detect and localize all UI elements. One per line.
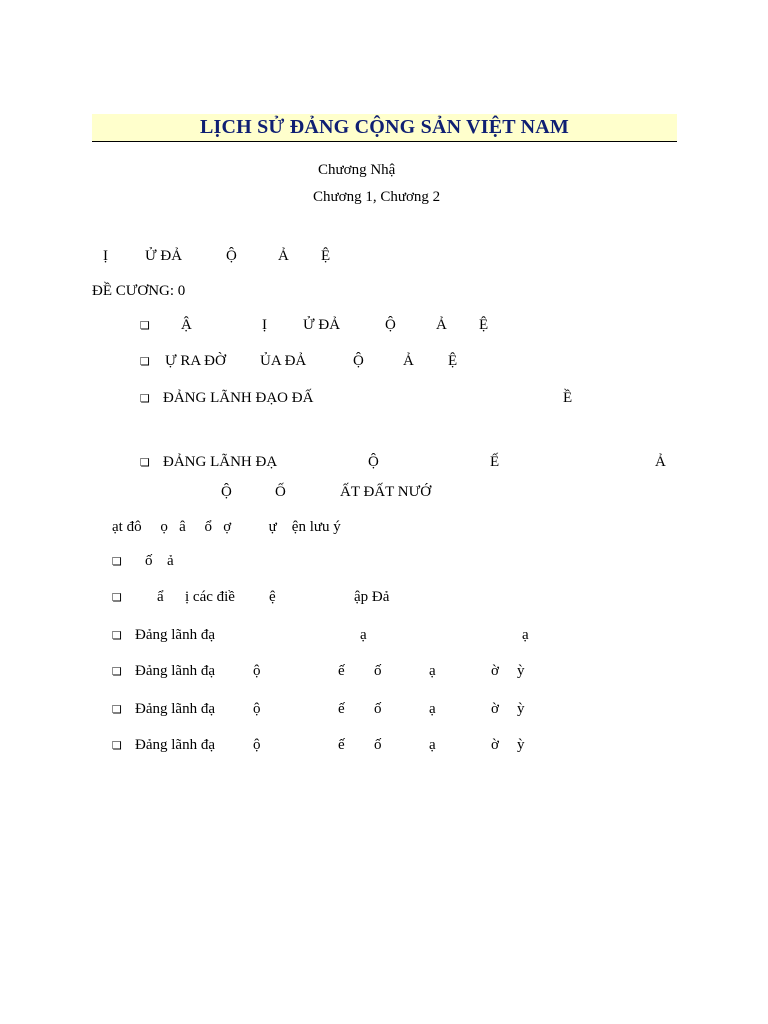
chapter-fragment: Ệ	[448, 353, 458, 369]
heading-fragment: Ả	[278, 248, 289, 264]
notes-item	[0, 588, 768, 606]
chapter-fragment: Ậ	[181, 317, 192, 333]
chapter-fragment: Ử ĐẢ	[303, 317, 341, 333]
notes-item	[0, 662, 768, 680]
notes-fragment: ỳ	[517, 663, 525, 679]
notes-fragment: ạ	[429, 737, 436, 753]
chapter-item-continuation	[0, 483, 768, 501]
notes-fragment: ờ	[491, 663, 499, 679]
bullet-icon: ❏	[140, 392, 150, 405]
notes-fragment: ộ	[253, 701, 261, 717]
notes-fragment: ập Đả	[354, 589, 390, 605]
bullet-icon: ❏	[112, 739, 122, 752]
notes-fragment: ế	[338, 663, 345, 679]
notes-fragment: ờ	[491, 701, 499, 717]
chapter-item	[0, 316, 768, 334]
heading-fragment: Ử ĐẢ	[145, 248, 183, 264]
notes-fragment: ố	[374, 663, 382, 679]
bullet-icon: ❏	[140, 355, 150, 368]
heading-fragment: Ệ	[321, 248, 331, 264]
notes-fragment: ệ	[269, 589, 276, 605]
notes-fragment: ạ	[429, 701, 436, 717]
chapter-fragment: Ố	[275, 484, 286, 500]
notes-fragment: ờ	[491, 737, 499, 753]
notes-item	[0, 552, 768, 570]
notes-fragment: Đảng lãnh đạ	[135, 627, 215, 643]
chapter-fragment: ỦA ĐẢ	[260, 353, 307, 369]
heading-line	[0, 247, 768, 265]
chapter-fragment: Ả	[403, 353, 414, 369]
notes-fragment: ế	[338, 701, 345, 717]
chapter-fragment: Ộ	[353, 353, 364, 369]
notes-fragment: ị các điề	[185, 589, 235, 605]
chapter-fragment: ẤT ĐẤT NƯỚ	[340, 484, 432, 500]
outline-label: ĐỀ CƯƠNG: 0	[92, 283, 186, 299]
bullet-icon: ❏	[112, 703, 122, 716]
title-band	[92, 114, 677, 142]
notes-fragment: Đảng lãnh đạ	[135, 663, 215, 679]
notes-fragment: ỳ	[517, 701, 525, 717]
notes-item	[0, 736, 768, 754]
chapter-fragment: Ộ	[221, 484, 232, 500]
chapter-item	[0, 389, 768, 407]
notes-fragment: ộ	[253, 737, 261, 753]
notes-fragment: ạ	[522, 627, 529, 643]
chapter-fragment: Ộ	[385, 317, 396, 333]
document-title: LỊCH SỬ ĐẢNG CỘNG SẢN VIỆT NAM	[199, 116, 569, 138]
notes-fragment: ố	[145, 553, 153, 569]
notes-fragment: ẩ	[157, 589, 164, 605]
chapter-item	[0, 453, 768, 471]
heading-fragment: Ộ	[226, 248, 237, 264]
bullet-icon: ❏	[112, 629, 122, 642]
bullet-icon: ❏	[112, 665, 122, 678]
chapter-fragment: Ề	[563, 390, 573, 406]
notes-item	[0, 700, 768, 718]
notes-fragment: ạ	[360, 627, 367, 643]
notes-fragment: ỳ	[517, 737, 525, 753]
notes-fragment: Đảng lãnh đạ	[135, 737, 215, 753]
subtitle-2: Chương 1, Chương 2	[313, 189, 441, 205]
chapter-fragment: Ự RA ĐỜ	[165, 353, 226, 369]
chapter-item	[0, 352, 768, 370]
notes-label: ạt đô ọ â ổ ợ ự ện lưu ý	[112, 519, 341, 535]
bullet-icon: ❏	[112, 591, 122, 604]
chapter-fragment: ĐẢNG LÃNH ĐẠ	[163, 454, 278, 470]
heading-fragment: Ị	[103, 248, 108, 264]
notes-fragment: ả	[167, 553, 174, 569]
chapter-fragment: Ộ	[368, 454, 379, 470]
chapter-fragment: Ế	[490, 454, 500, 470]
notes-item	[0, 626, 768, 644]
notes-fragment: ố	[374, 701, 382, 717]
notes-fragment: ế	[338, 737, 345, 753]
chapter-fragment: ĐẢNG LÃNH ĐẠO ĐẤ	[163, 390, 314, 406]
bullet-icon: ❏	[140, 319, 150, 332]
chapter-fragment: Ệ	[479, 317, 489, 333]
notes-fragment: ố	[374, 737, 382, 753]
bullet-icon: ❏	[112, 555, 122, 568]
bullet-icon: ❏	[140, 456, 150, 469]
chapter-fragment: Ả	[655, 454, 666, 470]
notes-fragment: Đảng lãnh đạ	[135, 701, 215, 717]
notes-fragment: ộ	[253, 663, 261, 679]
chapter-fragment: Ị	[262, 317, 267, 333]
notes-fragment: ạ	[429, 663, 436, 679]
subtitle-1: Chương Nhậ	[318, 162, 396, 178]
chapter-fragment: Ả	[436, 317, 447, 333]
